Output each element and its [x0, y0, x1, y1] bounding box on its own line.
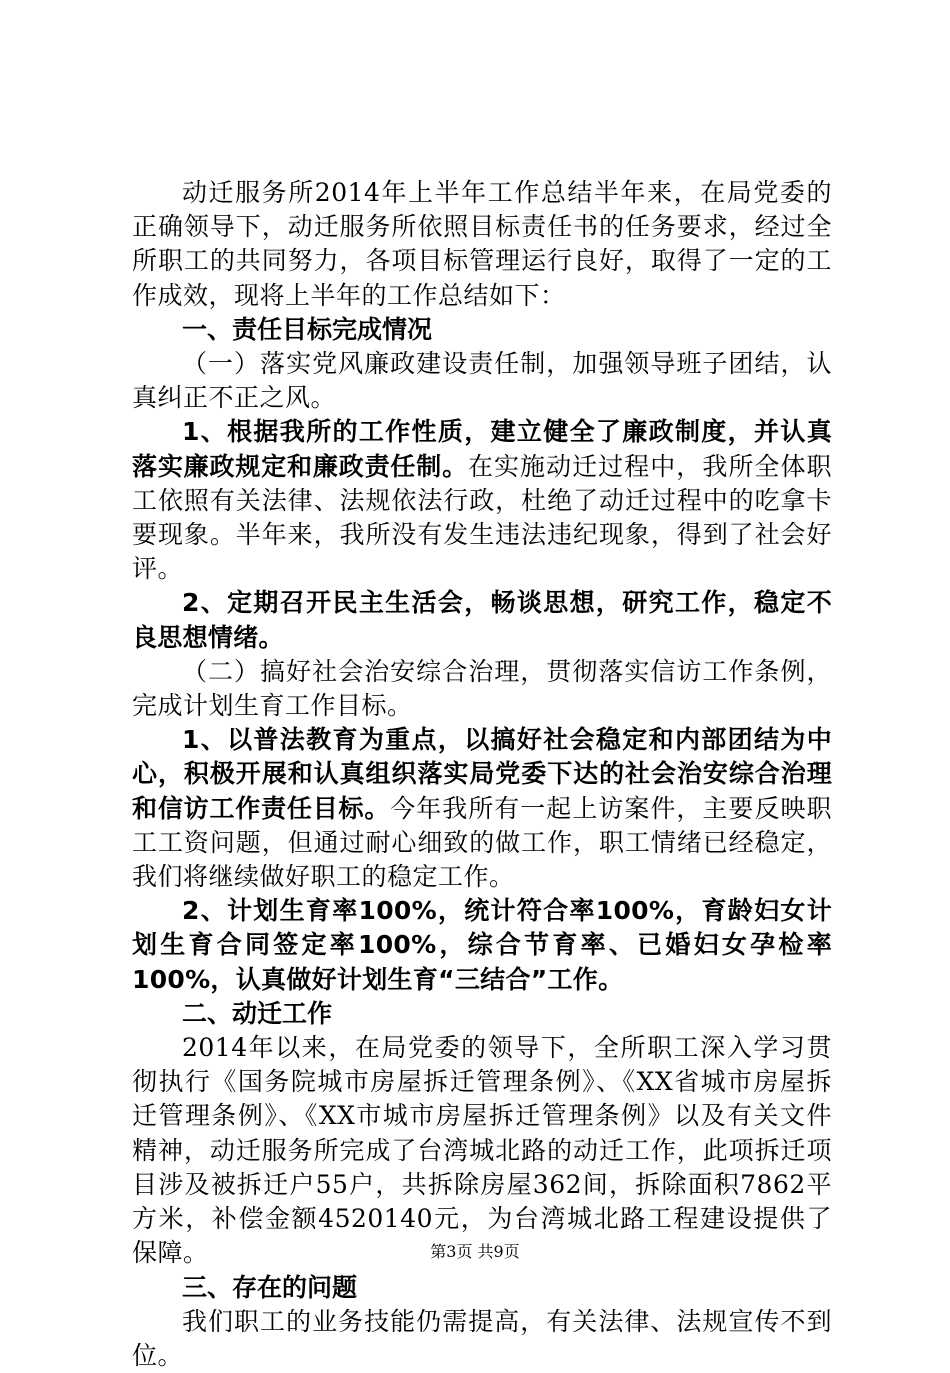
subsection-heading-1: （一）落实党风廉政建设责任制，加强领导班子团结，认真纠正不正之风。 — [132, 349, 832, 413]
section-heading-3: 三、存在的问题 — [182, 1272, 358, 1302]
item-2-2-bold-text: 2、计划生育率100%，统计符合率100%，育龄妇女计划生育合同签定率100%，综合节育率、已婚妇女孕检率100%，认真做好计划生育“三结合”工作。 — [132, 896, 832, 994]
item-paragraph-1-2 — [132, 586, 832, 654]
item-paragraph-2-2 — [132, 894, 832, 997]
subsection-heading-2: （二）搞好社会治安综合治理，贯彻落实信访工作条例，完成计划生育工作目标。 — [132, 656, 832, 721]
section-heading-1: 一、责任目标完成情况 — [182, 314, 433, 344]
item-1-2-bold-text: 2、定期召开民主生活会，畅谈思想，研究工作，稳定不良思想情绪。 — [132, 588, 832, 652]
section-heading-2: 二、动迁工作 — [182, 998, 333, 1028]
item-paragraph-2-1 — [132, 723, 832, 894]
item-1-1-bold-text: 1、根据我所的工作性质，建立健全了廉政制度，并认真落实廉政规定和廉政责任制。 — [132, 417, 832, 481]
item-1-1-body-text: 在实施动迁过程中，我所全体职工依照有关法律、法规依法行政，杜绝了动迁过程中的吃拿卡要现象。半年来，我所没有发生违法违纪现象，得到了社会好评。 — [132, 451, 832, 584]
section-3-body: 我们职工的业务技能仍需提高，有关法律、法规宣传不到位。 — [132, 1306, 832, 1370]
item-2-1-bold-text: 1、以普法教育为重点，以搞好社会稳定和内部团结为中心，积极开展和认真组织落实局党委下达的社会治安综合治理和信访工作责任目标。 — [132, 725, 832, 823]
page-footer: 第3页 共9页 — [430, 1242, 520, 1261]
item-2-1-body-text: 今年我所有一起上访案件，主要反映职工工资问题，但通过耐心细致的做工作，职工情绪已经稳定，我们将继续做好职工的稳定工作。 — [132, 793, 832, 892]
item-paragraph-1-1 — [132, 415, 832, 586]
document-body — [132, 176, 832, 1373]
intro-paragraph: 动迁服务所2014年上半年工作总结半年来，在局党委的正确领导下，动迁服务所依照目标责任书的任务要求，经过全所职工的共同努力，各项目标管理运行良好，取得了一定的工作成效，现将上半年的工作总结如下： — [132, 178, 832, 310]
section-2-body: 2014年以来，在局党委的领导下，全所职工深入学习贯彻执行《国务院城市房屋拆迁管理条例》、《XX省城市房屋拆迁管理条例》、《XX市城市房屋拆迁管理条例》以及有关文件精神，动迁服务所完成了台湾城北路的动迁工作，此项拆迁项目涉及被拆迁户55户，共拆除房屋362间，拆除面积7862平方米，补偿金额4520140元，为台湾城北路工程建设提供了保障。 — [132, 1033, 832, 1268]
